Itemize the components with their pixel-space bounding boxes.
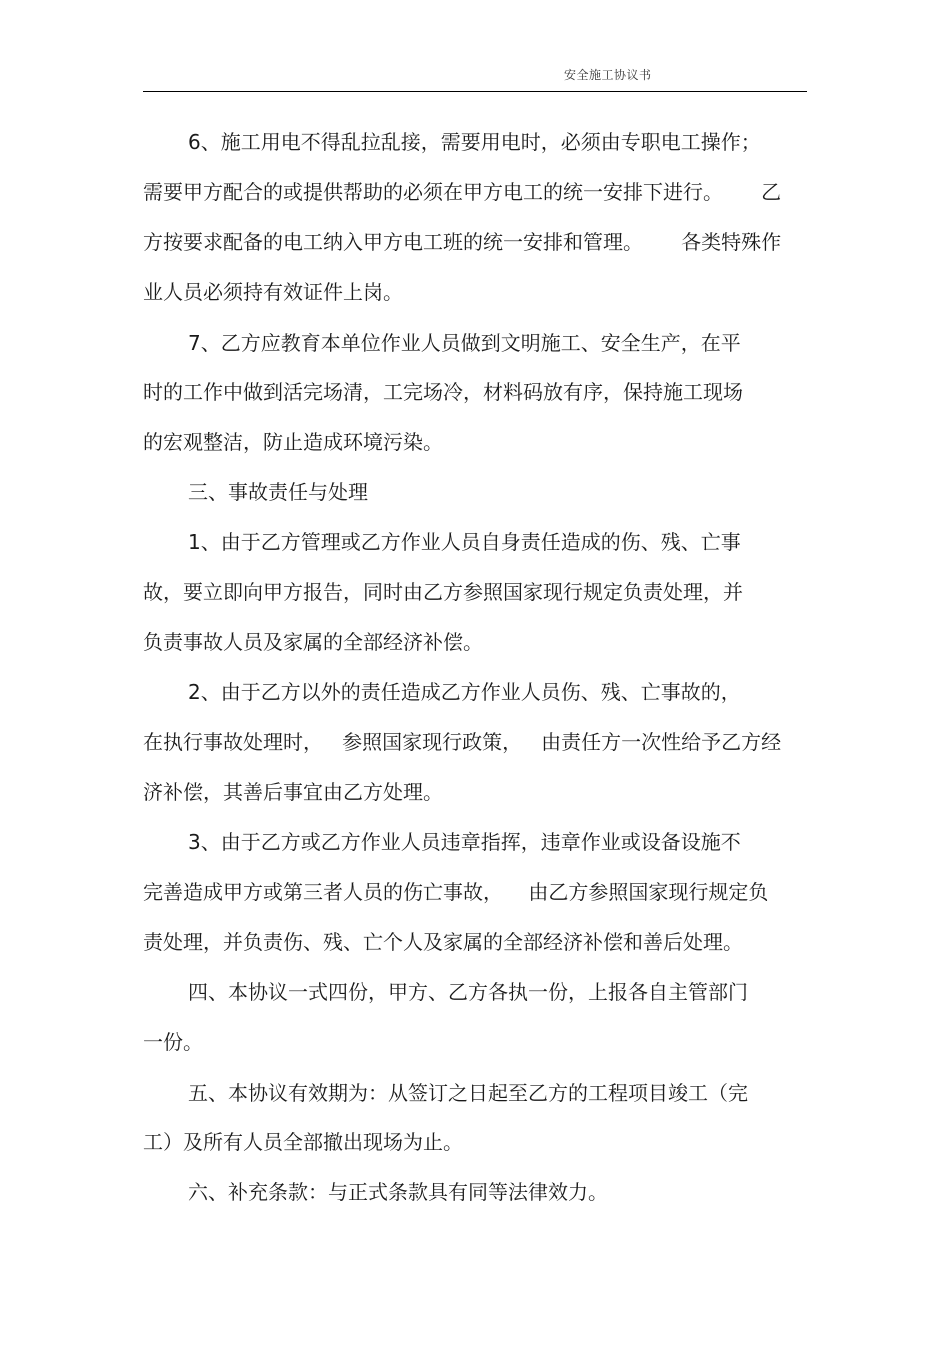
paragraph-line: 负责事故人员及家属的全部经济补偿。 — [143, 630, 483, 654]
section-heading: 三、事故责任与处理 — [188, 480, 368, 504]
paragraph-line: 方按要求配备的电工纳入甲方电工班的统一安排和管理。 各类特殊作 — [143, 230, 782, 254]
paragraph-line: 2、由于乙方以外的责任造成乙方作业人员伤、残、亡事故的， — [188, 680, 741, 704]
paragraph-line: 时的工作中做到活完场清，工完场冷，材料码放有序，保持施工现场 — [143, 380, 743, 404]
paragraph-line: 故，要立即向甲方报告，同时由乙方参照国家现行规定负责处理，并 — [143, 580, 743, 604]
paragraph-line: 7、乙方应教育本单位作业人员做到文明施工、安全生产，在平 — [188, 331, 741, 355]
paragraph-line: 1、由于乙方管理或乙方作业人员自身责任造成的伤、残、亡事 — [188, 530, 741, 554]
paragraph-line: 业人员必须持有效证件上岗。 — [143, 280, 403, 304]
paragraph-line: 6、施工用电不得乱拉乱接，需要用电时，必须由专职电工操作； — [188, 130, 761, 154]
paragraph-line: 四、本协议一式四份，甲方、乙方各执一份，上报各自主管部门 — [188, 980, 748, 1004]
paragraph-line: 完善造成甲方或第三者人员的伤亡事故， 由乙方参照国家现行规定负 — [143, 880, 769, 904]
paragraph-line: 在执行事故处理时， 参照国家现行政策， 由责任方一次性给予乙方经 — [143, 730, 782, 754]
paragraph-line: 一份。 — [143, 1030, 203, 1054]
paragraph-line: 的宏观整洁，防止造成环境污染。 — [143, 430, 443, 454]
paragraph-line: 工）及所有人员全部撤出现场为止。 — [143, 1130, 463, 1154]
paragraph-line: 3、由于乙方或乙方作业人员违章指挥，违章作业或设备设施不 — [188, 830, 741, 854]
paragraph-line: 济补偿，其善后事宜由乙方处理。 — [143, 780, 443, 804]
header-divider — [143, 91, 807, 92]
header-title: 安全施工协议书 — [564, 68, 652, 82]
paragraph-line: 五、本协议有效期为：从签订之日起至乙方的工程项目竣工（完 — [188, 1081, 748, 1105]
paragraph-line: 需要甲方配合的或提供帮助的必须在甲方电工的统一安排下进行。 乙 — [143, 180, 782, 204]
paragraph-line: 六、补充条款：与正式条款具有同等法律效力。 — [188, 1180, 608, 1204]
paragraph-line: 责处理，并负责伤、残、亡个人及家属的全部经济补偿和善后处理。 — [143, 930, 743, 954]
